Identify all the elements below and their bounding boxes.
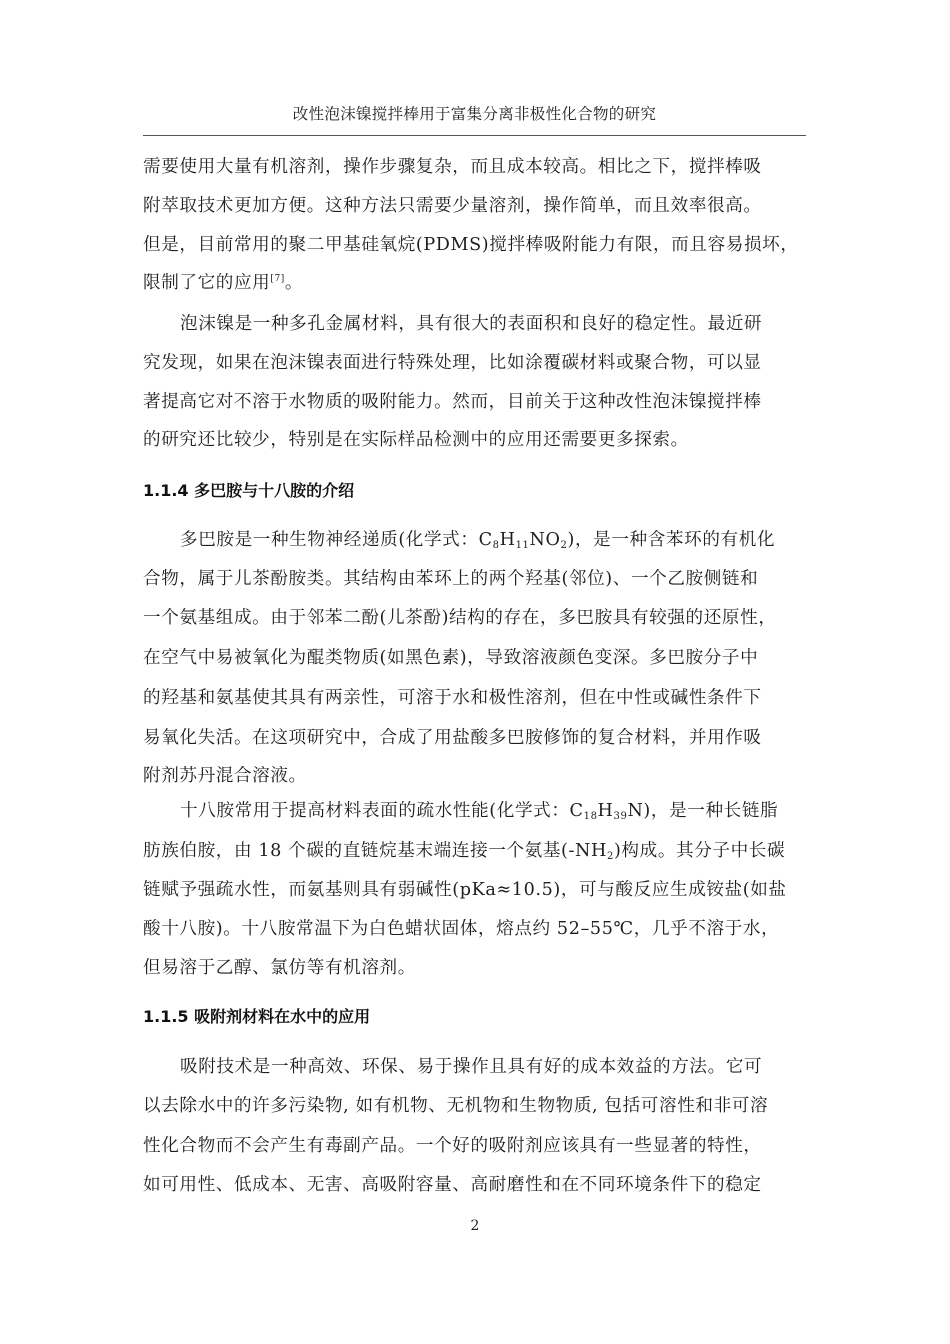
text-line: 需要使用大量有机溶剂，操作步骤复杂，而且成本较高。相比之下，搅拌棒吸 (143, 157, 762, 177)
subscript: 2 (607, 851, 614, 862)
text-line: 附萃取技术更加方便。这种方法只需要少量溶剂，操作简单，而且效率很高。 (143, 196, 762, 216)
text-span: )构成。其分子中长碳 (613, 841, 786, 861)
text-span: H (597, 801, 614, 821)
text-line: 一个氨基组成。由于邻苯二酚(儿茶酚)结构的存在，多巴胺具有较强的还原性， (143, 608, 777, 628)
text-line: 著提高它对不溶于水物质的吸附能力。然而，目前关于这种改性泡沫镍搅拌棒 (143, 392, 762, 412)
text-line: 如可用性、低成本、无害、高吸附容量、高耐磨性和在不同环境条件下的稳定 (143, 1175, 762, 1195)
text-line: 的研究还比较少，特别是在实际样品检测中的应用还需要更多探索。 (143, 430, 689, 450)
text-line: 吸附技术是一种高效、环保、易于操作且具有好的成本效益的方法。它可 (180, 1057, 763, 1077)
subscript: 39 (613, 811, 628, 822)
header-divider (143, 135, 806, 136)
text-line: 在空气中易被氧化为醌类物质(如黑色素)，导致溶液颜色变深。多巴胺分子中 (143, 648, 759, 668)
subscript: 2 (560, 540, 568, 551)
running-header: 改性泡沫镍搅拌棒用于富集分离非极性化合物的研究 (292, 105, 657, 123)
text-span: 十八胺常用于提高材料表面的疏水性能(化学式：C (180, 801, 584, 821)
text-line: 但易溶于乙醇、氯仿等有机溶剂。 (143, 958, 416, 978)
text-span: 多巴胺是一种生物神经递质(化学式：C (180, 530, 493, 550)
text-line: 的羟基和氨基使其具有两亲性，可溶于水和极性溶剂，但在中性或碱性条件下 (143, 688, 762, 708)
text-line: 但是，目前常用的聚二甲基硅氧烷(PDMS)搅拌棒吸附能力有限，而且容易损坏， (143, 235, 799, 255)
text-line: 附剂苏丹混合溶液。 (143, 766, 307, 786)
text-line (143, 839, 813, 863)
text-line (143, 799, 850, 823)
text-span: H (499, 530, 516, 550)
text-span: 限制了它的应用 (143, 273, 271, 293)
section-heading-1-1-4: 1.1.4 多巴胺与十八胺的介绍 (143, 481, 355, 500)
subscript: 11 (515, 540, 530, 551)
text-line: 泡沫镍是一种多孔金属材料，具有很大的表面积和良好的稳定性。最近研 (180, 314, 763, 334)
text-line: 链赋予强疏水性，而氨基则具有弱碱性(pKa≈10.5)，可与酸反应生成铵盐(如盐 (143, 880, 787, 900)
text-line (143, 271, 813, 295)
subscript: 8 (492, 540, 500, 551)
text-span: 肪族伯胺，由 18 个碳的直链烷基末端连接一个氨基(-NH (143, 841, 607, 861)
page-number: 2 (470, 1218, 480, 1234)
text-line (143, 528, 850, 552)
text-line: 酸十八胺)。十八胺常温下为白色蜡状固体，熔点约 52–55℃，几乎不溶于水， (143, 919, 780, 939)
text-span: )，是一种含苯环的有机化 (567, 530, 776, 550)
subscript: 18 (583, 811, 598, 822)
text-line: 易氧化失活。在这项研究中，合成了用盐酸多巴胺修饰的复合材料，并用作吸 (143, 728, 762, 748)
text-span: NO (529, 530, 561, 550)
section-heading-1-1-5: 1.1.5 吸附剂材料在水中的应用 (143, 1007, 371, 1026)
text-line: 究发现，如果在泡沫镍表面进行特殊处理，比如涂覆碳材料或聚合物，可以显 (143, 353, 762, 373)
text-line: 性化合物而不会产生有毒副产品。一个好的吸附剂应该具有一些显著的特性， (143, 1136, 762, 1156)
text-line: 以去除水中的许多污染物, 如有机物、无机物和生物物质, 包括可溶性和非可溶 (143, 1096, 769, 1116)
text-span: N)，是一种长链脂 (627, 801, 779, 821)
text-span: 。 (284, 273, 304, 293)
text-line: 合物，属于儿茶酚胺类。其结构由苯环上的两个羟基(邻位)、一个乙胺侧链和 (143, 569, 759, 589)
citation-ref: [7] (270, 274, 285, 284)
